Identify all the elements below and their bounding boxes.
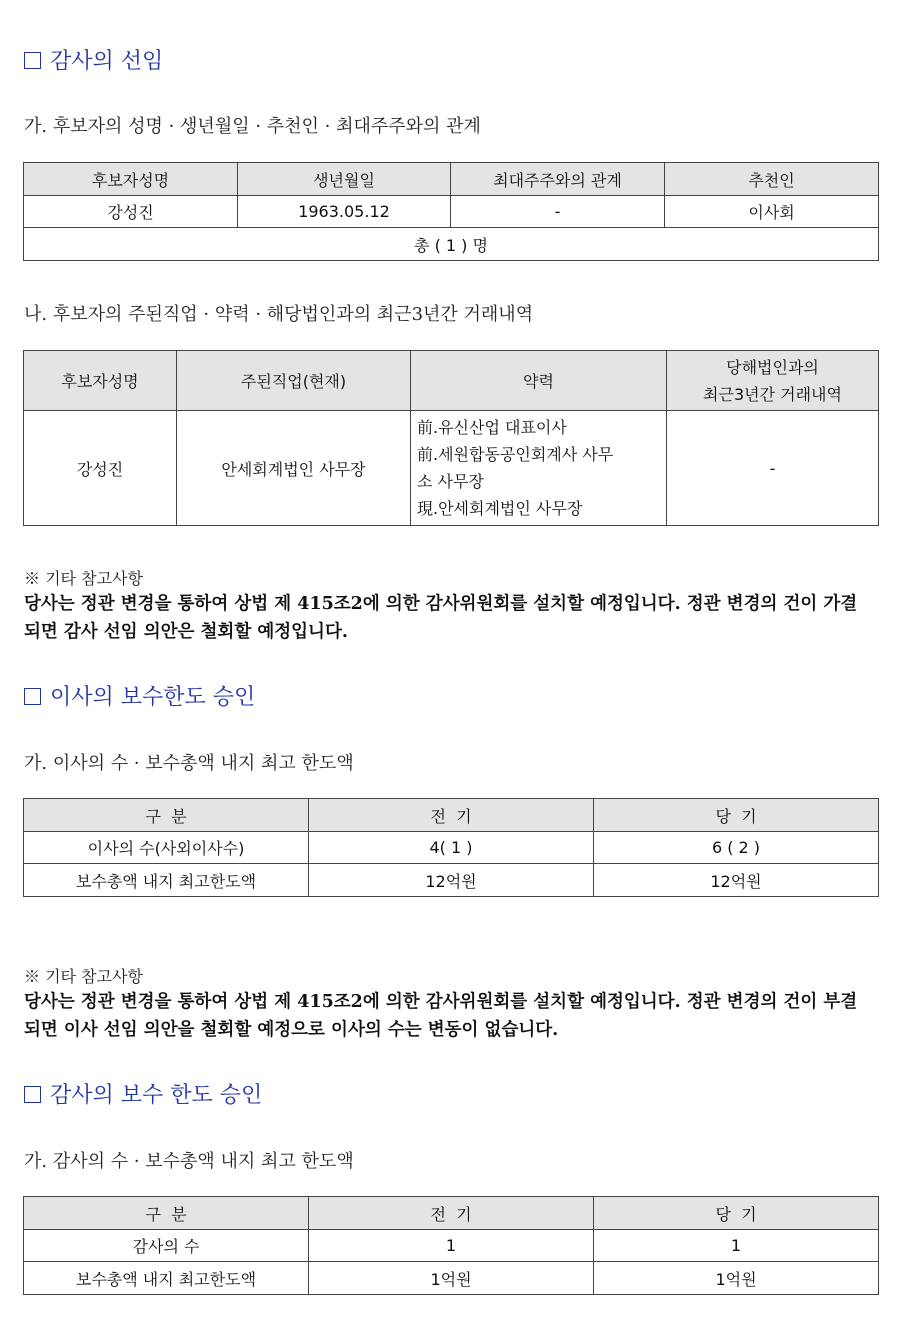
table-cell: 12억원: [309, 864, 594, 897]
career-line: 前.유신산업 대표이사: [417, 418, 567, 437]
note-label: ※ 기타 참고사항: [24, 967, 143, 986]
header-line: 최근3년간 거래내역: [703, 384, 842, 404]
note-text: 당사는 정관 변경을 통하여 상법 제 415조2에 의한 감사위원회를 설치할 예정입니다. 정관 변경의 건이 가결되면 감사 선임 의안은 철회할 예정입니다.: [24, 594, 858, 642]
header-cell: 당 기: [594, 799, 879, 832]
checkbox-square-icon: [24, 1086, 41, 1103]
career-cell: [411, 411, 667, 526]
section-title-director-pay: [24, 680, 255, 711]
table-row: [24, 864, 879, 897]
section-title-text: 감사의 보수 한도 승인: [50, 1083, 263, 1108]
header-cell: 추천인: [665, 163, 879, 196]
header-cell: 최대주주와의 관계: [451, 163, 665, 196]
table-row: [24, 411, 879, 526]
checkbox-square-icon: [24, 52, 41, 69]
table-cell: 감사의 수: [24, 1230, 309, 1262]
table-cell: -: [667, 411, 879, 526]
subtitle-candidate-info: 가. 후보자의 성명 · 생년월일 · 추천인 · 최대주주와의 관계: [24, 116, 481, 137]
header-cell: 당 기: [594, 1197, 879, 1230]
total-count-cell: 총 ( 1 ) 명: [24, 228, 879, 261]
section-title-auditor-pay: [24, 1078, 262, 1109]
table-cell: 1: [594, 1230, 879, 1262]
table-cell: 이사의 수(사외이사수): [24, 832, 309, 864]
table-row: [24, 1230, 879, 1262]
section-title-text: 감사의 선임: [50, 49, 164, 74]
career-line: 現.안세회계법인 사무장: [417, 499, 583, 518]
table-cell: 안세회계법인 사무장: [177, 411, 411, 526]
career-line: 前.세원합동공인회계사 사무: [417, 445, 614, 464]
subtitle-candidate-career: 나. 후보자의 주된직업 · 약력 · 해당법인과의 최근3년간 거래내역: [24, 304, 534, 325]
header-cell: 후보자성명: [24, 163, 238, 196]
table-row: [24, 196, 879, 228]
note-text: 당사는 정관 변경을 통하여 상법 제 415조2에 의한 감사위원회를 설치할 예정입니다. 정관 변경의 건이 부결되면 이사 선임 의안을 철회할 예정으로 이사의 수는 변동이 없습니다.: [24, 992, 858, 1040]
table-cell: 12억원: [594, 864, 879, 897]
header-cell: 구 분: [24, 1197, 309, 1230]
table-cell: 보수총액 내지 최고한도액: [24, 1262, 309, 1295]
table-cell: 강성진: [24, 411, 177, 526]
table-cell: 1: [309, 1230, 594, 1262]
table-header-row: [24, 799, 879, 832]
section-title-text: 이사의 보수한도 승인: [50, 685, 256, 710]
candidate-table: [23, 162, 879, 261]
section-title-auditor-election: [24, 44, 163, 75]
header-line: 당해법인과의: [726, 357, 819, 377]
auditor-pay-table: [23, 1196, 879, 1295]
subtitle-auditor-pay: 가. 감사의 수 · 보수총액 내지 최고 한도액: [24, 1151, 354, 1172]
table-header-row: [24, 351, 879, 411]
header-cell: 주된직업(현재): [177, 351, 411, 411]
table-cell: 강성진: [24, 196, 238, 228]
table-row: [24, 832, 879, 864]
header-cell: 후보자성명: [24, 351, 177, 411]
director-pay-table: [23, 798, 879, 897]
header-cell: 구 분: [24, 799, 309, 832]
checkbox-square-icon: [24, 688, 41, 705]
table-cell: 이사회: [665, 196, 879, 228]
table-header-row: [24, 163, 879, 196]
table-cell: 1억원: [309, 1262, 594, 1295]
table-cell: 보수총액 내지 최고한도액: [24, 864, 309, 897]
table-cell: -: [451, 196, 665, 228]
header-cell: 전 기: [309, 799, 594, 832]
header-cell: 약력: [411, 351, 667, 411]
table-cell: 4( 1 ): [309, 832, 594, 864]
header-cell: 생년월일: [238, 163, 451, 196]
table-cell: 1억원: [594, 1262, 879, 1295]
career-table: [23, 350, 879, 526]
note-label: ※ 기타 참고사항: [24, 569, 143, 588]
subtitle-director-pay: 가. 이사의 수 · 보수총액 내지 최고 한도액: [24, 753, 354, 774]
header-cell: 전 기: [309, 1197, 594, 1230]
table-total-row: [24, 228, 879, 261]
table-row: [24, 1262, 879, 1295]
table-header-row: [24, 1197, 879, 1230]
header-cell: [667, 351, 879, 411]
table-cell: 6 ( 2 ): [594, 832, 879, 864]
career-line: 소 사무장: [417, 472, 484, 491]
table-cell: 1963.05.12: [238, 196, 451, 228]
